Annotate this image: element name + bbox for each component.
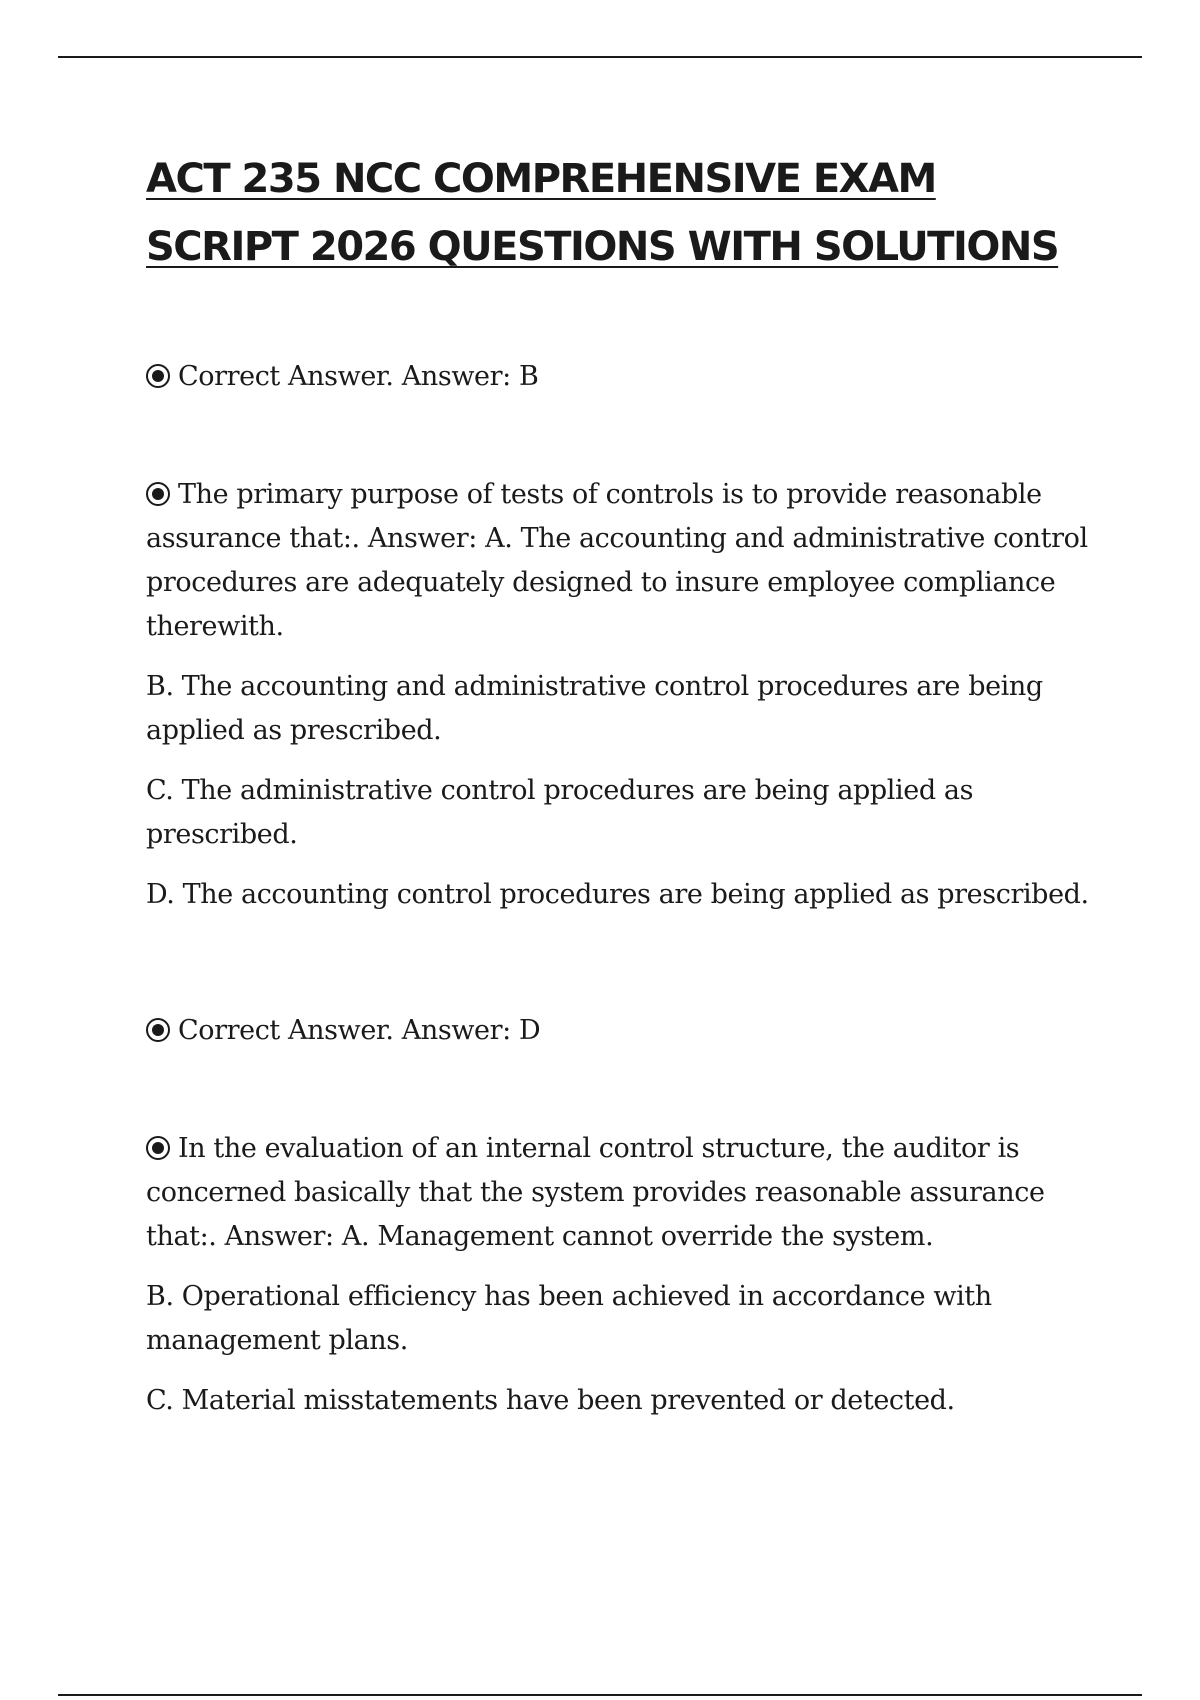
radio-bullet-icon: [146, 364, 170, 388]
title-line-1: ACT 235 NCC COMPREHENSIVE EXAM: [146, 156, 936, 202]
answer-option: C. The administrative control procedures are being applied as prescribed.: [146, 775, 974, 850]
question-text: The primary purpose of tests of controls is to provide reasonable assurance that:. Answer: A. The accounting and administrative control procedures are adequately designed to insure employee compliance therewith.: [146, 479, 1088, 642]
question-item: [146, 1127, 1096, 1259]
answer-option: B. Operational efficiency has been achieved in accordance with management plans.: [146, 1281, 992, 1356]
document-body: [146, 355, 1096, 1439]
title-line-2: SCRIPT 2026 QUESTIONS WITH SOLUTIONS: [146, 224, 1059, 270]
answer-option: C. Material misstatements have been prevented or detected.: [146, 1385, 955, 1416]
radio-bullet-icon: [146, 482, 170, 506]
bottom-rule: [58, 1694, 1142, 1696]
answer-option: B. The accounting and administrative control procedures are being applied as prescribed.: [146, 671, 1043, 746]
answer-text: Correct Answer. Answer: B: [178, 361, 539, 392]
radio-bullet-icon: [146, 1018, 170, 1042]
question-text: In the evaluation of an internal control structure, the auditor is concerned basically that the system provides reasonable assurance that:. Answer: A. Management cannot override the system.: [146, 1133, 1045, 1252]
answer-option: D. The accounting control procedures are being applied as prescribed.: [146, 879, 1089, 910]
top-rule: [58, 56, 1142, 58]
answer-item: [146, 1009, 1096, 1053]
answer-item: [146, 355, 1096, 399]
radio-bullet-icon: [146, 1136, 170, 1160]
answer-text: Correct Answer. Answer: D: [178, 1015, 541, 1046]
question-item: [146, 473, 1096, 649]
document-title: [146, 145, 1106, 281]
